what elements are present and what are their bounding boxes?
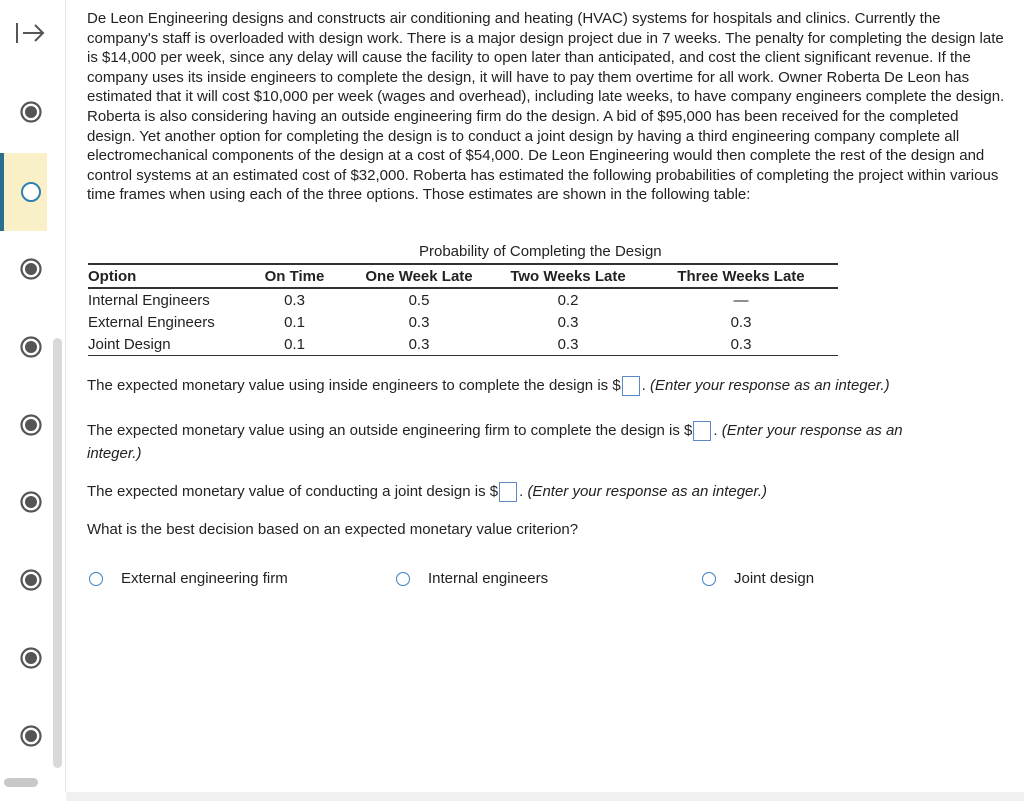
- radio-icon[interactable]: [89, 572, 103, 586]
- choice-label: Internal engineers: [428, 570, 549, 587]
- table-cell: External Engineers: [88, 313, 215, 331]
- emv-outside-input[interactable]: [693, 421, 711, 441]
- choice-external-engineering-firm[interactable]: [89, 570, 288, 587]
- table-cell: 0.1: [243, 333, 346, 356]
- divider: [65, 0, 66, 792]
- answered-status-icon[interactable]: [19, 335, 43, 359]
- table-cell: 0.1: [284, 313, 305, 331]
- table-cell: Joint Design: [88, 333, 243, 356]
- table-row: [88, 288, 838, 311]
- question-inside-engineers: [87, 376, 890, 396]
- emv-inside-input[interactable]: [622, 376, 640, 396]
- table-cell: 0.3: [408, 313, 430, 331]
- collapse-icon[interactable]: [10, 14, 50, 50]
- question-best-decision: What is the best decision based on an expected monetary value criterion?: [87, 521, 579, 538]
- header-on-time: On Time: [243, 264, 346, 288]
- answered-status-icon[interactable]: [19, 724, 43, 748]
- answer-hint: (Enter your response as an integer.): [527, 482, 768, 500]
- question-sidebar: [0, 0, 66, 801]
- question-text: The expected monetary value using an outside engineering firm to complete the design is $: [87, 422, 693, 439]
- punctuation: .: [713, 422, 718, 439]
- header-option: Option: [88, 264, 243, 288]
- question-content: [87, 9, 1005, 205]
- question-joint-design: [87, 482, 767, 502]
- question-outside-firm: [87, 419, 987, 465]
- answer-hint: (Enter your response as an: [721, 422, 903, 439]
- table-cell: Internal Engineers: [88, 291, 210, 309]
- answered-status-icon[interactable]: [19, 490, 43, 514]
- table-caption: Probability of Completing the Design: [419, 243, 662, 260]
- table-cell: 0.3: [644, 333, 838, 356]
- table-cell: 0.3: [284, 291, 305, 309]
- punctuation: .: [641, 376, 646, 394]
- table-cell: 0.3: [730, 313, 752, 331]
- choice-label: Joint design: [734, 570, 815, 587]
- problem-statement: De Leon Engineering designs and constructs air conditioning and heating (HVAC) systems for hospitals and clinics. Currently the company's staff is overloaded with design work. There is a major design project due in 7 weeks. The penalty for completing the design late is $14,000 per week, since any delay will cause the facility to open later than anticipated, and cost the client significant revenue. If the company uses its inside engineers to complete the design, it will have to pay them overtime for all work. Owner Roberta De Leon has estimated that it will cost $10,000 per week (wages and overhead), including late weeks, to have company engineers complete the design. Roberta is also considering having an outside engineering firm do the design. A bid of $95,000 has been received for the completed design. Yet another option for completing the design is to conduct a joint design by having a third engineering company complete all electromechanical components of the design at a cost of $54,000. De Leon Engineering would then complete the rest of the design and control systems at an estimated cost of $32,000. Roberta has estimated the following probabilities of completing the project within various time frames when using each of the three options. Those estimates are shown in the following table:: [87, 10, 1005, 204]
- answered-status-icon[interactable]: [19, 568, 43, 592]
- bottom-scrollbar-track: [66, 792, 1024, 801]
- answer-hint-continued: integer.): [87, 445, 142, 462]
- answered-status-icon[interactable]: [19, 257, 43, 281]
- emv-joint-input[interactable]: [499, 482, 517, 502]
- table-row: [88, 333, 838, 356]
- choice-joint-design[interactable]: [702, 570, 814, 587]
- radio-icon[interactable]: [702, 572, 716, 586]
- sidebar-scrollbar[interactable]: [53, 338, 62, 768]
- question-text: The expected monetary value using inside engineers to complete the design is $: [87, 376, 621, 394]
- answer-hint: (Enter your response as an integer.): [650, 376, 890, 394]
- table-row: [88, 311, 838, 333]
- table-cell: 0.3: [557, 313, 579, 331]
- header-one-week-late: One Week Late: [346, 264, 492, 288]
- choice-label: External engineering firm: [121, 570, 288, 587]
- punctuation: .: [519, 482, 524, 500]
- answered-status-icon[interactable]: [19, 413, 43, 437]
- current-status-icon[interactable]: [19, 180, 43, 204]
- table-cell: 0.3: [492, 333, 644, 356]
- question-text: The expected monetary value of conducting a joint design is $: [87, 482, 499, 500]
- radio-icon[interactable]: [396, 572, 410, 586]
- header-two-weeks-late: Two Weeks Late: [492, 264, 644, 288]
- header-three-weeks-late: Three Weeks Late: [644, 264, 838, 288]
- answered-status-icon[interactable]: [19, 100, 43, 124]
- table-cell: 0.5: [408, 291, 430, 309]
- answered-status-icon[interactable]: [19, 646, 43, 670]
- table-cell: 0.3: [346, 333, 492, 356]
- horizontal-scrollbar[interactable]: [4, 778, 38, 787]
- choice-internal-engineers[interactable]: [396, 570, 548, 587]
- table-cell: 0.2: [557, 291, 579, 309]
- table-cell: —: [733, 291, 749, 309]
